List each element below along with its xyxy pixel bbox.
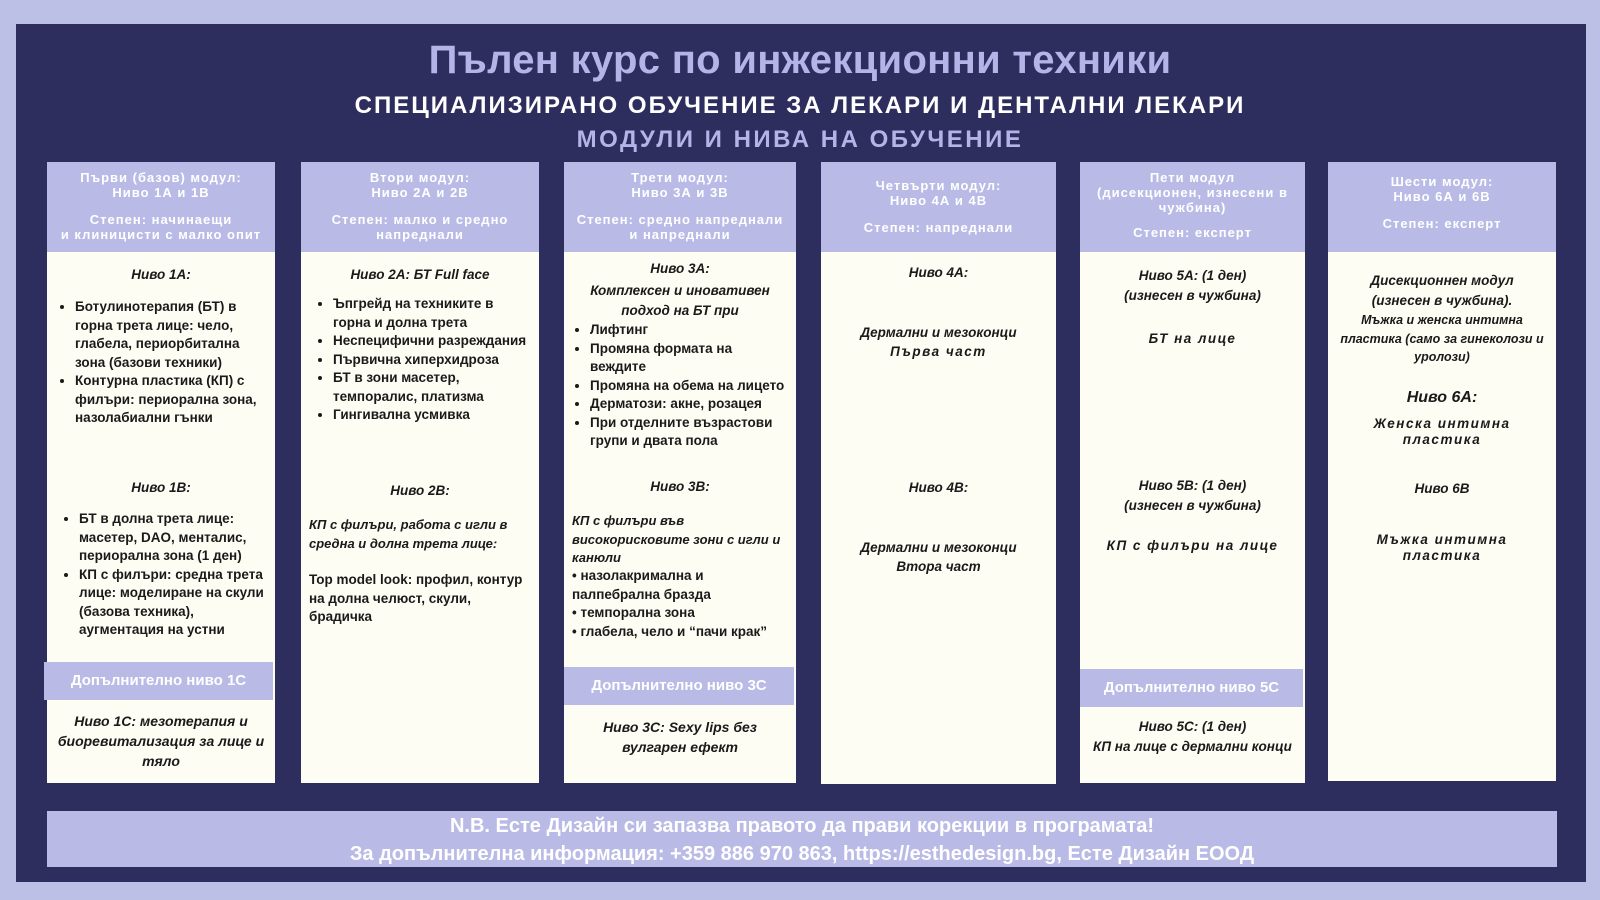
level-3b-text: КП с филъри във високорисковите зони с игли и канюли [572,513,781,565]
module-title: Пети модул [1149,170,1236,185]
level-4b-part: Втора част [896,558,981,574]
list-item: • Гингивална усмивка [333,406,531,425]
list-item: • Промяна формата на веждите [590,340,790,377]
module-levels: Ниво 2А и 2В [371,185,469,200]
module-levels: Ниво 3А и 3В [631,185,729,200]
module-title: Трети модул: [631,170,729,185]
list-item: • Контурна пластика (КП) с филъри: периорална зона, назолабиални гънки [75,372,269,428]
list-item: • Промяна на обема на лицето [590,377,790,396]
module-degree: и напреднали [629,227,731,242]
level-4a-part: Първа част [890,343,987,359]
footer-disclaimer: N.B. Есте Дизайн си запазва правото да прави корекции в програмата! [449,815,1155,837]
list-item: • Ботулинотерапия (БТ) в горна трета лице: чело, глабела, периорбитална зона (базови техники) [75,298,269,372]
module-degree: Степен: експерт [1382,216,1502,231]
module-1-header [47,162,275,252]
list-item: • Първична хиперхидроза [333,351,531,370]
level-3c-text: Ниво 3С: Sexy lips без вулгарен ефект [603,719,757,755]
level-5a-text: БТ на лице [1148,331,1237,346]
module-degree: Степен: начинаещи [89,212,233,227]
module-4-header [821,162,1056,252]
level-2b-text: КП с филъри, работа с игли в средна и долна трета лице: [309,517,508,551]
extra-level-3c-band: Допълнително ниво 3С [564,667,794,705]
module-6-header [1328,162,1556,252]
level-4b-title: Ниво 4В: [908,480,969,495]
level-2b-title: Ниво 2В: [390,483,450,498]
module-degree: Степен: средно напреднали [576,212,784,227]
module-3-header [564,162,796,252]
level-5a-note: (изнесен в чужбина) [1124,288,1261,303]
module-levels: Ниво 6А и 6В [1393,189,1491,204]
module-degree: Степен: напреднали [863,220,1014,235]
level-5b-title: Ниво 5В: (1 ден) [1138,478,1247,493]
module-2-card [301,162,539,783]
level-2a-title: Ниво 2А: БТ Full face [350,267,490,282]
level-3a-title: Ниво 3А: [650,261,710,276]
module-levels: Ниво 1А и 1В [112,185,210,200]
module-degree: Степен: експерт [1133,225,1252,240]
level-6b-title: Ниво 6В [1414,481,1470,496]
level-3a-subtitle: Комплексен и иновативен подход на БТ при [590,283,770,318]
module-title: Шести модул: [1390,174,1494,189]
module-levels: Ниво 4А и 4В [889,193,988,208]
module-degree: Степен: малко и средно [331,212,509,227]
list-item: • темпорална зона [572,605,695,620]
page-title: Пълен курс по инжекционни техники [428,38,1172,82]
level-6a-title: Ниво 6А: [1406,389,1478,406]
level-1b-title: Ниво 1В: [131,480,191,495]
level-4a-title: Ниво 4А: [908,265,969,280]
level-4b-text: Дермални и мезоконци [860,540,1017,555]
level-5c-title: Ниво 5С: (1 ден) [1138,719,1247,734]
list-item: • БТ в долна трета лице: масетер, DAO, менталис, периорална зона (1 ден) [79,510,269,566]
level-6b-text: Мъжка интимна пластика [1376,532,1508,563]
intro-text: Мъжка и женска интимна пластика (само за гинеколози и уролози) [1340,313,1544,364]
module-2-header [301,162,539,252]
level-1a-title: Ниво 1А: [131,267,191,282]
page-subtitle: СПЕЦИАЛИЗИРАНО ОБУЧЕНИЕ ЗА ЛЕКАРИ И ДЕНТАЛНИ ЛЕКАРИ [354,92,1246,119]
extra-level-1c-band: Допълнително ниво 1С [44,662,273,700]
module-4-card [821,162,1056,784]
module-5-header [1080,162,1305,252]
list-item: • КП с филъри: средна трета лице: моделиране на скули (базова техника), аугментация на устни [79,566,269,640]
list-item: • Лифтинг [590,321,790,340]
section-heading: МОДУЛИ И НИВА НА ОБУЧЕНИЕ [576,126,1024,153]
module-degree: и клиницисти с малко опит [60,227,262,242]
level-5b-text: КП с филъри на лице [1106,538,1279,553]
intro-note: (изнесен в чужбина). [1371,293,1513,308]
module-6-card [1328,162,1556,781]
list-item: • БТ в зони масетер, темпоралис, платизма [333,369,531,406]
extra-level-5c-band: Допълнително ниво 5С [1080,669,1303,707]
list-item: • назолакримална и палпебрална бразда [572,568,711,602]
list-item: • Дерматози: акне, розацея [590,395,790,414]
module-degree: напреднали [376,227,464,242]
module-title: Втори модул: [369,170,471,185]
module-title: чужбина) [1158,200,1227,215]
level-5a-title: Ниво 5А: (1 ден) [1138,268,1247,283]
list-item: • глабела, чело и “пачи крак” [572,623,768,639]
level-5c-text: КП на лице с дермални конци [1093,739,1292,754]
list-item: • При отделните възрастови групи и двата пола [590,414,790,451]
module-title: Четвърти модул: [875,178,1002,193]
footer-contact: За допълнителна информация: +359 886 970 863, https://esthedesign.bg, Есте Дизайн ЕООД [349,843,1255,865]
level-1c-text: Ниво 1С: мезотерапия и биоревитализация за лице и тяло [57,713,265,769]
level-6a-text: Женска интимна пластика [1373,416,1511,447]
level-5b-note: (изнесен в чужбина) [1124,498,1261,513]
list-item: • Ъпгрейд на техниките в горна и долна трета [333,295,531,332]
list-item: • Неспецифични разреждания [333,332,531,351]
intro-title: Дисекционнен модул [1370,273,1514,288]
level-4a-text: Дермални и мезоконци [860,325,1017,340]
module-title: Първи (базов) модул: [80,170,242,185]
level-2b-note: Top model look: профил, контур на долна челюст, скули, брадичка [309,572,523,624]
footer-note [47,811,1557,867]
level-3b-title: Ниво 3В: [650,479,710,494]
module-title: (дисекционен, изнесени в [1097,185,1288,200]
